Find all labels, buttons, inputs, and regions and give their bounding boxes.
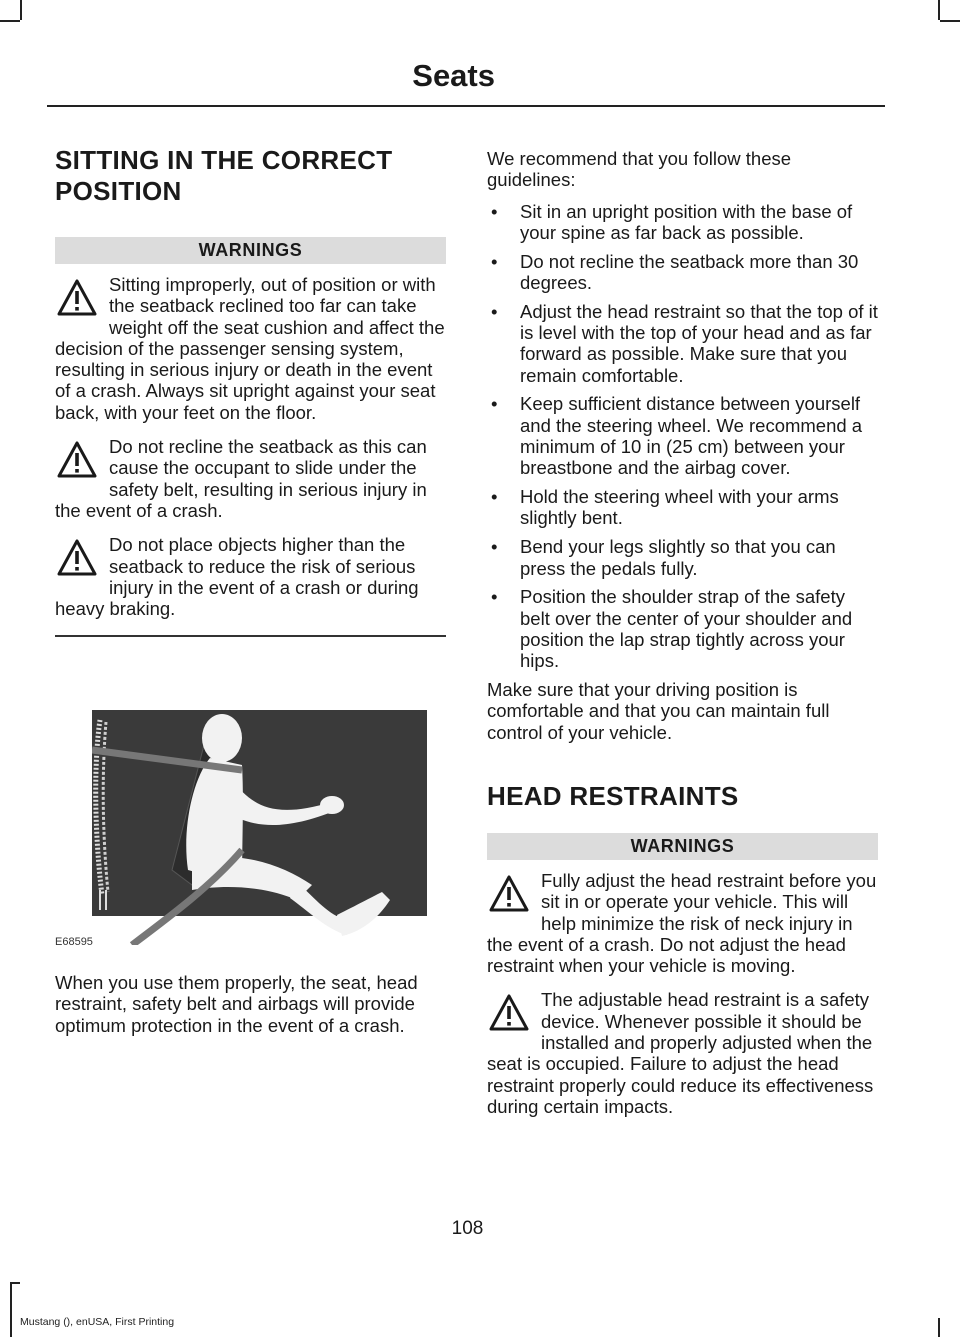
footer-text: Mustang (), enUSA, First Printing: [20, 1316, 175, 1328]
list-item: • Hold the steering wheel with your arms slightly bent.: [487, 486, 878, 529]
page-number: 108: [451, 1218, 484, 1239]
warnings-divider: [55, 635, 446, 637]
left-column: [55, 140, 446, 1036]
guidelines-intro: We recommend that you follow these guidelines:: [487, 148, 792, 191]
warning-text: Do not place objects higher than the seatback to reduce the risk of serious injury in the event of a crash or during heavy braking.: [55, 534, 419, 620]
header-divider: [47, 105, 885, 107]
list-item: • Bend your legs slightly so that you can press the pedals fully.: [487, 536, 878, 579]
warning-item: [487, 989, 878, 1117]
warning-text: Do not recline the seatback as this can cause the occupant to slide under the safety belt, resulting in serious injury in the event of a crash.: [55, 436, 427, 521]
warning-triangle-icon: [487, 872, 531, 916]
crop-mark: [938, 1318, 940, 1337]
warning-item: [55, 274, 446, 423]
list-item: • Adjust the head restraint so that the top of it is level with the top of your head and as far forward as possible. Make sure that you remain comfortable.: [487, 301, 878, 386]
warning-item: [55, 534, 446, 619]
list-item: • Keep sufficient distance between yourself and the steering wheel. We recommend a minimum of 10 in (25 cm) between your breastbone and the airbag cover.: [487, 393, 878, 478]
warning-item: [55, 436, 446, 521]
warnings-label: WARNINGS: [487, 833, 878, 860]
section-heading: SITTING IN THE CORRECT POSITION: [55, 145, 393, 206]
guidelines-list: [487, 201, 878, 672]
crop-mark: [10, 1282, 12, 1337]
seating-position-illustration: [55, 710, 446, 950]
figure-code: E68595: [55, 935, 93, 948]
crop-mark: [0, 20, 20, 22]
warnings-label: WARNINGS: [55, 237, 446, 264]
warning-text: Sitting improperly, out of position or with the seatback reclined too far can take weight off the seat cushion and affect the decision of the passenger sensing system, resulting in serious injury or death in the event of a crash. Always sit upright against your seat back, with your feet on the floor.: [55, 274, 445, 423]
crop-mark: [940, 20, 960, 22]
crop-mark: [20, 0, 22, 20]
warning-triangle-icon: [55, 276, 99, 320]
warning-triangle-icon: [55, 438, 99, 482]
warning-text: Fully adjust the head restraint before you sit in or operate your vehicle. This will help minimize the risk of neck injury in the event of a crash. Do not adjust the head restraint when your vehicle is moving.: [487, 869, 877, 977]
driver-seating-diagram: [92, 710, 427, 945]
page-header: [0, 58, 935, 94]
section-heading: HEAD RESTRAINTS: [487, 780, 739, 811]
crop-mark: [10, 1282, 20, 1284]
body-paragraph: Make sure that your driving position is comfortable and that you can maintain full control of your vehicle.: [487, 679, 830, 743]
list-item: • Do not recline the seatback more than 30 degrees.: [487, 251, 878, 294]
section-title: Seats: [412, 58, 495, 93]
list-item: • Sit in an upright position with the base of your spine as far back as possible.: [487, 201, 878, 244]
list-item: • Position the shoulder strap of the safety belt over the center of your shoulder and position the lap strap tightly across your hips.: [487, 586, 878, 671]
right-column: [487, 140, 878, 1117]
warning-triangle-icon: [55, 536, 99, 580]
warning-item: [487, 870, 878, 976]
warning-triangle-icon: [487, 991, 531, 1035]
body-paragraph: When you use them properly, the seat, head restraint, safety belt and airbags will provide optimum protection in the event of a crash.: [55, 971, 418, 1036]
warning-text: The adjustable head restraint is a safety device. Whenever possible it should be installed and properly adjusted when the seat is occupied. Failure to adjust the head restraint properly could reduce its effectiveness during certain impacts.: [487, 989, 874, 1117]
crop-mark: [938, 0, 940, 20]
